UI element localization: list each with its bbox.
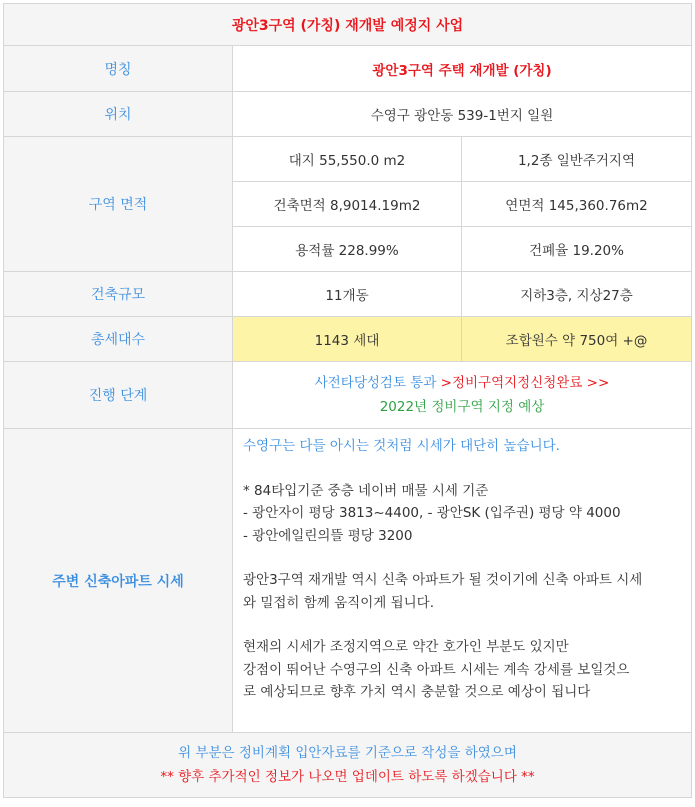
para1-line2: 와 밀접히 함께 움직이게 됩니다. <box>243 594 434 611</box>
price-line-1: - 광안자이 평당 3813~4400, - 광안SK (입주권) 평당 약 4000 <box>243 505 621 521</box>
para2-line2: 강점이 뛰어난 수영구의 신축 아파트 시세는 계속 강세를 보일것으 <box>243 661 630 678</box>
building-area: 건축면적 8,9014.19m2 <box>233 182 462 227</box>
name-label: 명칭 <box>4 46 233 92</box>
progress-review: 사전타당성검토 통과 <box>314 375 441 391</box>
price-line-2: - 광안에일린의뜰 평당 3200 <box>243 527 413 544</box>
para1-line1: 광안3구역 재개발 역시 신축 아파트가 될 것이기에 신축 아파트 시세 <box>243 572 643 588</box>
progress-label: 진행 단계 <box>4 362 233 429</box>
progress-expectation: 2022년 정비구역 지정 예상 <box>379 399 545 415</box>
price-header: * 84타입기준 중층 네이버 매물 시세 기준 <box>243 482 489 499</box>
para2-line3: 로 예상되므로 향후 가치 역시 충분할 것으로 예상이 됩니다 <box>243 684 591 700</box>
scale-label: 건축규모 <box>4 272 233 317</box>
building-count: 11개동 <box>233 272 462 317</box>
floor-area: 연면적 145,360.76m2 <box>462 182 692 227</box>
project-info-table <box>3 3 692 798</box>
nearby-price-description <box>233 429 692 733</box>
project-info-table-wrapper <box>3 3 691 798</box>
footer-note <box>4 733 692 798</box>
footer-line-1: 위 부분은 정비계획 입안자료를 기준으로 작성을 하였으며 <box>178 745 517 761</box>
location-label: 위치 <box>4 92 233 137</box>
households-label: 총세대수 <box>4 317 233 362</box>
table-title: 광안3구역 (가칭) 재개발 예정지 사업 <box>4 4 692 46</box>
progress-value <box>233 362 692 429</box>
nearby-intro: 수영구는 다들 아시는 것처럼 시세가 대단히 높습니다. <box>243 438 560 454</box>
floor-area-ratio: 용적률 228.99% <box>233 227 462 272</box>
land-area: 대지 55,550.0 m2 <box>233 137 462 182</box>
floor-count: 지하3층, 지상27층 <box>462 272 692 317</box>
zoning: 1,2종 일반주거지역 <box>462 137 692 182</box>
para2-line1: 현재의 시세가 조정지역으로 약간 호가인 부분도 있지만 <box>243 639 569 655</box>
location-value: 수영구 광안동 539-1번지 일원 <box>233 92 692 137</box>
nearby-price-label: 주변 신축아파트 시세 <box>4 429 233 733</box>
household-count: 1143 세대 <box>233 317 462 362</box>
member-count: 조합원수 약 750여 +@ <box>462 317 692 362</box>
progress-designation: >정비구역지정신청완료 >> <box>440 375 610 391</box>
name-value: 광안3구역 주택 재개발 (가칭) <box>233 46 692 92</box>
building-coverage-ratio: 건폐율 19.20% <box>462 227 692 272</box>
footer-line-2: ** 향후 추가적인 정보가 나오면 업데이트 하도록 하겠습니다 ** <box>160 769 535 785</box>
area-label: 구역 면적 <box>4 137 233 272</box>
